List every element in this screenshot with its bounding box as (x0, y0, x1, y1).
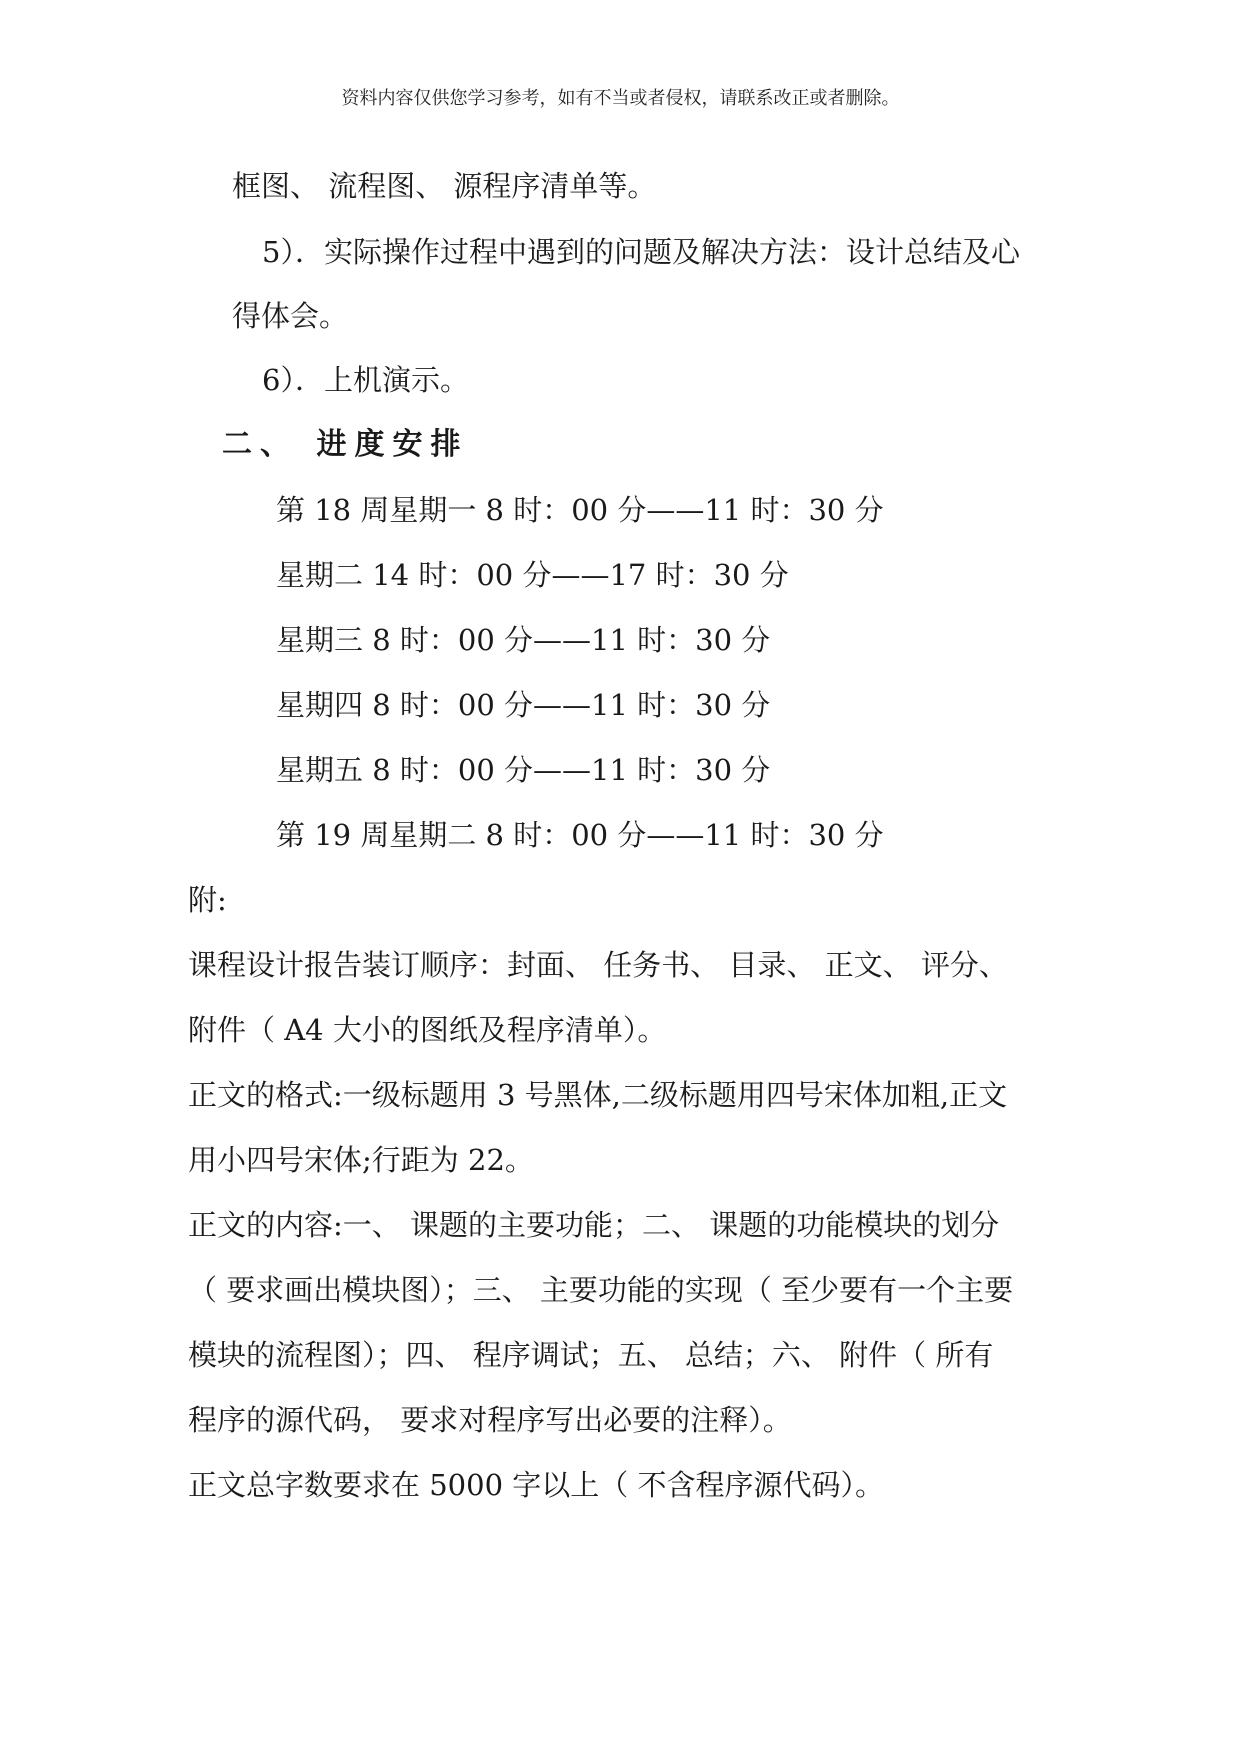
section-heading: 二、 进度安排 (222, 427, 469, 462)
appendix-line: 模块的流程图）；四、 程序调试；五、 总结；六、 附件（ 所有 (188, 1338, 994, 1372)
schedule-item: 星期五 8 时：00 分——11 时：30 分 (276, 753, 771, 787)
appendix-line: 课程设计报告装订顺序：封面、 任务书、 目录、 正文、 评分、 (188, 948, 1008, 982)
appendix-line: 正文的格式:一级标题用 3 号黑体,二级标题用四号宋体加粗,正文 (188, 1078, 1008, 1112)
schedule-item: 星期三 8 时：00 分——11 时：30 分 (276, 623, 771, 657)
text-line: 5）．实际操作过程中遇到的问题及解决方法：设计总结及心 (262, 235, 1020, 269)
schedule-item: 第 18 周星期一 8 时：00 分——11 时：30 分 (276, 493, 884, 527)
appendix-line: 附件（ A4 大小的图纸及程序清单）。 (188, 1013, 667, 1047)
appendix-line: 正文总字数要求在 5000 字以上（ 不含程序源代码）。 (188, 1468, 884, 1502)
page-header-notice: 资料内容仅供您学习参考，如有不当或者侵权，请联系改正或者删除。 (341, 88, 900, 109)
appendix-label: 附: (188, 883, 227, 917)
appendix-line: 正文的内容:一、 课题的主要功能；二、 课题的功能模块的划分 (188, 1208, 1000, 1242)
appendix-line: （ 要求画出模块图）；三、 主要功能的实现（ 至少要有一个主要 (188, 1273, 1014, 1307)
schedule-item: 星期四 8 时：00 分——11 时：30 分 (276, 688, 771, 722)
schedule-item: 第 19 周星期二 8 时：00 分——11 时：30 分 (276, 818, 884, 852)
text-line: 得体会。 (232, 299, 349, 333)
text-line: 6）．上机演示。 (262, 363, 469, 397)
appendix-line: 用小四号宋体;行距为 22。 (188, 1143, 534, 1177)
appendix-line: 程序的源代码， 要求对程序写出必要的注释）。 (188, 1403, 792, 1437)
text-line: 框图、 流程图、 源程序清单等。 (232, 169, 657, 203)
schedule-item: 星期二 14 时：00 分——17 时：30 分 (276, 558, 789, 592)
